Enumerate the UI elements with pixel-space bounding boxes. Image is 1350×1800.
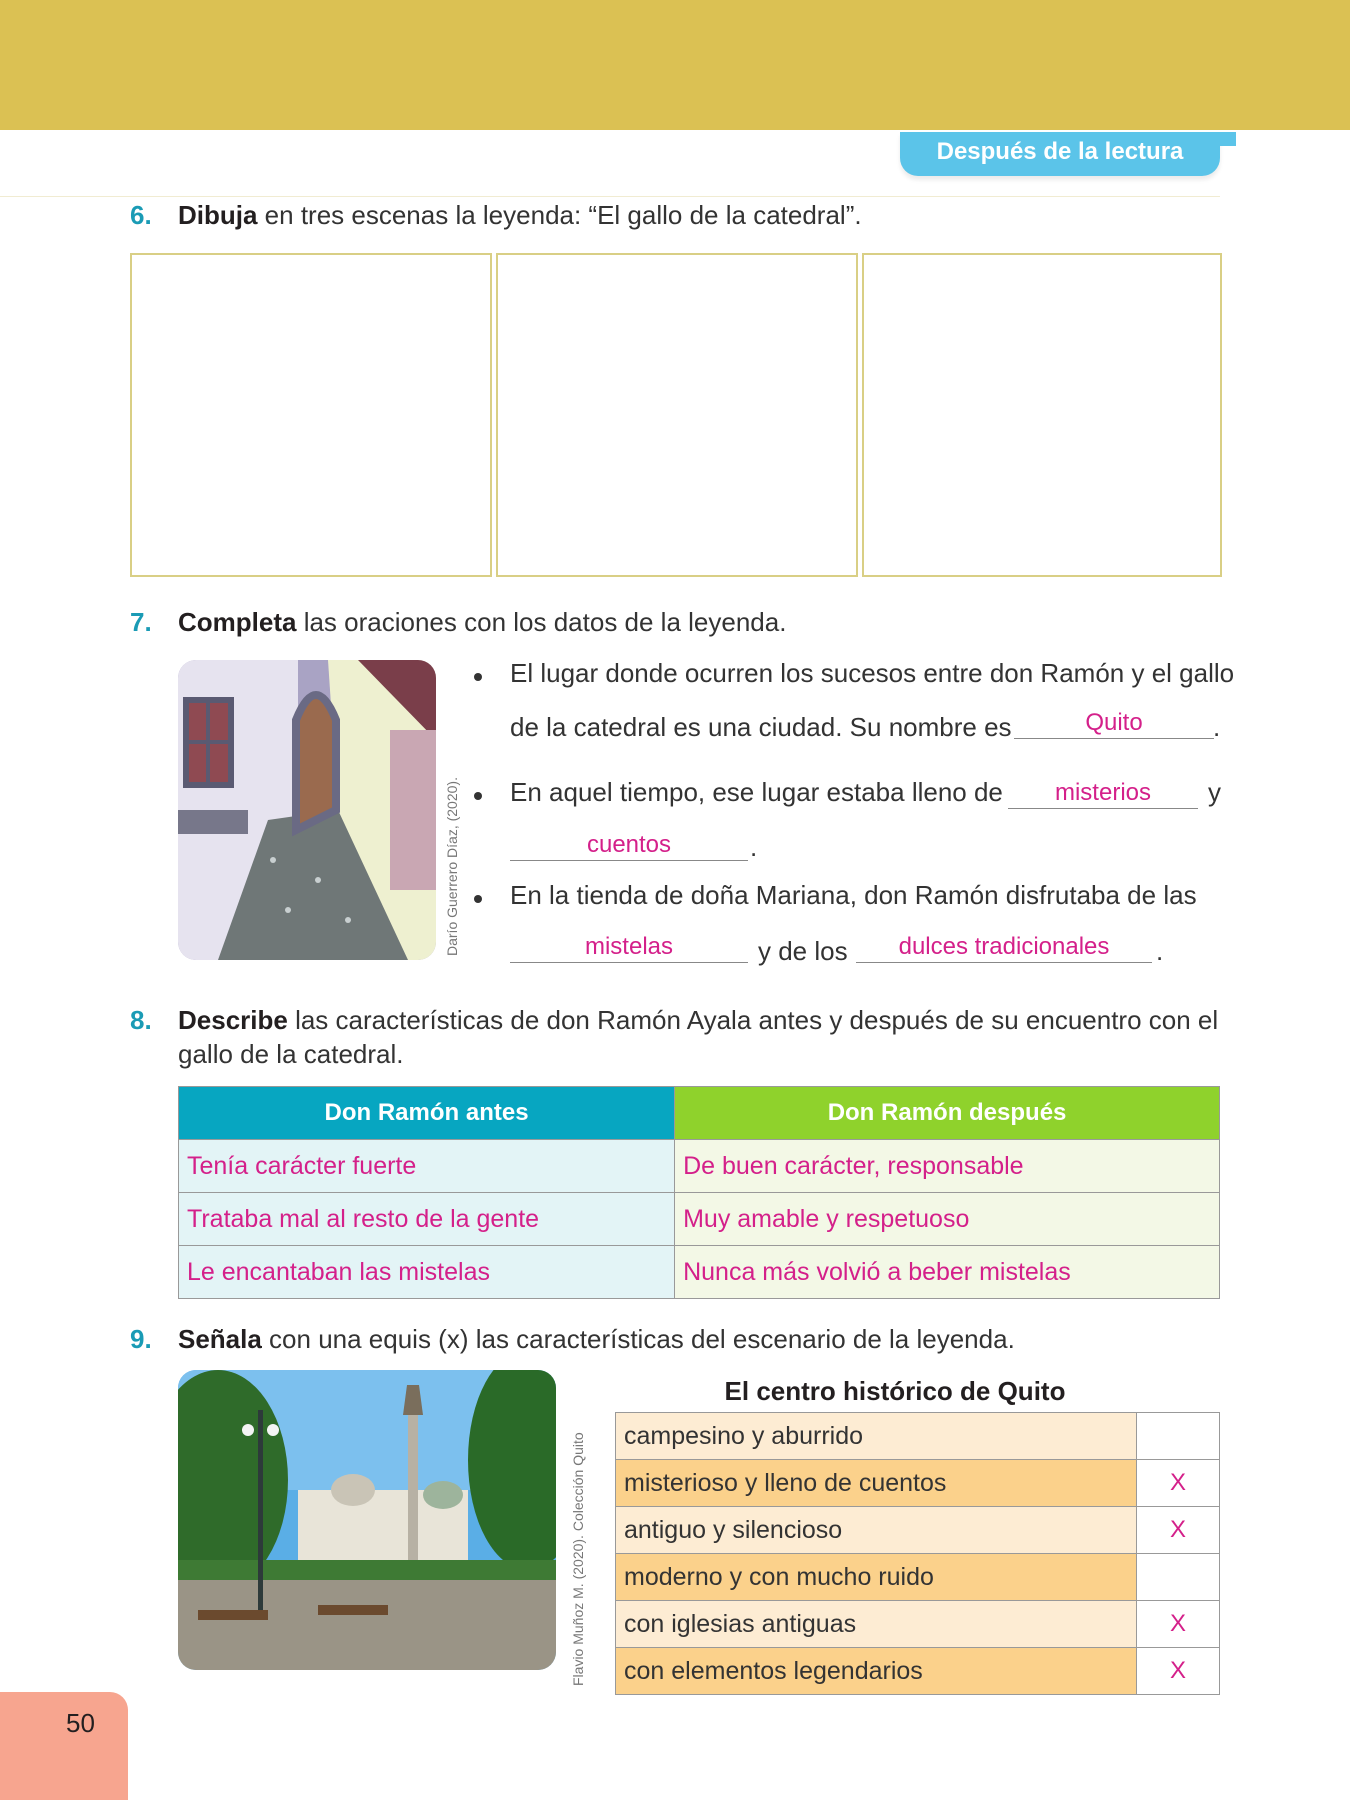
checklist-row xyxy=(616,1554,1220,1601)
cell-antes[interactable]: Le encantaban las mistelas xyxy=(179,1246,675,1299)
page-number: 50 xyxy=(66,1708,95,1738)
period: . xyxy=(1213,712,1221,742)
top-color-band xyxy=(0,0,1350,130)
question-7 xyxy=(130,605,786,639)
question-verb: Completa xyxy=(178,607,297,637)
plaza-photo xyxy=(178,1370,556,1670)
photo-credit: Flavio Muñoz M. (2020). Colección Quito xyxy=(570,1432,586,1686)
question-verb: Dibuja xyxy=(178,200,258,230)
table-title: El centro histórico de Quito xyxy=(724,1376,1066,1406)
scenario-checklist xyxy=(615,1412,1220,1695)
check-cell[interactable] xyxy=(1137,1413,1220,1460)
column-header-antes: Don Ramón antes xyxy=(179,1087,675,1140)
answer-blank-misterios[interactable]: misterios xyxy=(1008,778,1198,809)
checklist-row xyxy=(616,1460,1220,1507)
answer-blank-mistelas[interactable]: mistelas xyxy=(510,932,748,963)
sentence-3-mid: y de los xyxy=(758,936,848,966)
question-number: 7. xyxy=(130,607,152,637)
question-8 xyxy=(130,1003,1218,1071)
table-row xyxy=(179,1246,1220,1299)
sentence-1-line-1: El lugar donde ocurren los sucesos entre don Ramón y el gallo xyxy=(510,658,1235,688)
question-text: en tres escenas la leyenda: “El gallo de la catedral”. xyxy=(257,200,862,230)
checklist-label: campesino y aburrido xyxy=(616,1413,1137,1460)
street-illustration xyxy=(178,660,436,960)
question-verb: Señala xyxy=(178,1324,262,1354)
table-row xyxy=(179,1193,1220,1246)
cell-despues[interactable]: Nunca más volvió a beber mistelas xyxy=(675,1246,1220,1299)
sentence-2-line-1: En aquel tiempo, ese lugar estaba lleno de xyxy=(510,777,1003,807)
question-6 xyxy=(130,198,862,232)
check-cell[interactable]: X xyxy=(1137,1507,1220,1554)
characteristics-table xyxy=(178,1086,1220,1299)
drawing-box-1[interactable] xyxy=(130,253,492,577)
question-9 xyxy=(130,1322,1015,1356)
checklist-label: misterioso y lleno de cuentos xyxy=(616,1460,1137,1507)
bullet xyxy=(474,792,482,800)
question-text: con una equis (x) las características del escenario de la leyenda. xyxy=(261,1324,1015,1354)
question-number: 6. xyxy=(130,200,152,230)
question-number: 8. xyxy=(130,1005,152,1035)
cell-antes[interactable]: Trataba mal al resto de la gente xyxy=(179,1193,675,1246)
page-number-tab xyxy=(0,1692,128,1800)
bullet xyxy=(474,895,482,903)
checklist-row xyxy=(616,1601,1220,1648)
checklist-row xyxy=(616,1648,1220,1695)
drawing-box-3[interactable] xyxy=(862,253,1222,577)
cell-despues[interactable]: Muy amable y respetuoso xyxy=(675,1193,1220,1246)
question-number: 9. xyxy=(130,1324,152,1354)
question-text: las oraciones con los datos de la leyenda. xyxy=(296,607,787,637)
header-divider xyxy=(0,196,1220,197)
checklist-label: con elementos legendarios xyxy=(616,1648,1137,1695)
column-header-despues: Don Ramón después xyxy=(675,1087,1220,1140)
period: . xyxy=(1156,936,1164,966)
drawing-box-2[interactable] xyxy=(496,253,858,577)
conjunction-y: y xyxy=(1208,777,1221,807)
section-tab: Después de la lectura xyxy=(900,132,1220,176)
question-text-line-2: gallo de la catedral. xyxy=(178,1039,404,1069)
bullet xyxy=(474,673,482,681)
answer-blank-dulces[interactable]: dulces tradicionales xyxy=(856,932,1152,963)
period: . xyxy=(750,832,758,862)
check-cell[interactable]: X xyxy=(1137,1601,1220,1648)
checklist-label: con iglesias antiguas xyxy=(616,1601,1137,1648)
sentence-1-line-2: de la catedral es una ciudad. Su nombre es xyxy=(510,712,1012,742)
checklist-label: antiguo y silencioso xyxy=(616,1507,1137,1554)
check-cell[interactable]: X xyxy=(1137,1648,1220,1695)
cell-despues[interactable]: De buen carácter, responsable xyxy=(675,1140,1220,1193)
answer-blank-city[interactable]: Quito xyxy=(1014,708,1214,739)
table-row xyxy=(179,1140,1220,1193)
answer-blank-cuentos[interactable]: cuentos xyxy=(510,830,748,861)
cell-antes[interactable]: Tenía carácter fuerte xyxy=(179,1140,675,1193)
checklist-row xyxy=(616,1413,1220,1460)
check-cell[interactable] xyxy=(1137,1554,1220,1601)
image-credit: Darío Guerrero Díaz, (2020). xyxy=(444,777,460,956)
question-verb: Describe xyxy=(178,1005,288,1035)
sentence-3-line-1: En la tienda de doña Mariana, don Ramón disfrutaba de las xyxy=(510,880,1197,910)
question-text: las características de don Ramón Ayala antes y después de su encuentro con el xyxy=(287,1005,1219,1035)
check-cell[interactable]: X xyxy=(1137,1460,1220,1507)
checklist-row xyxy=(616,1507,1220,1554)
checklist-label: moderno y con mucho ruido xyxy=(616,1554,1137,1601)
